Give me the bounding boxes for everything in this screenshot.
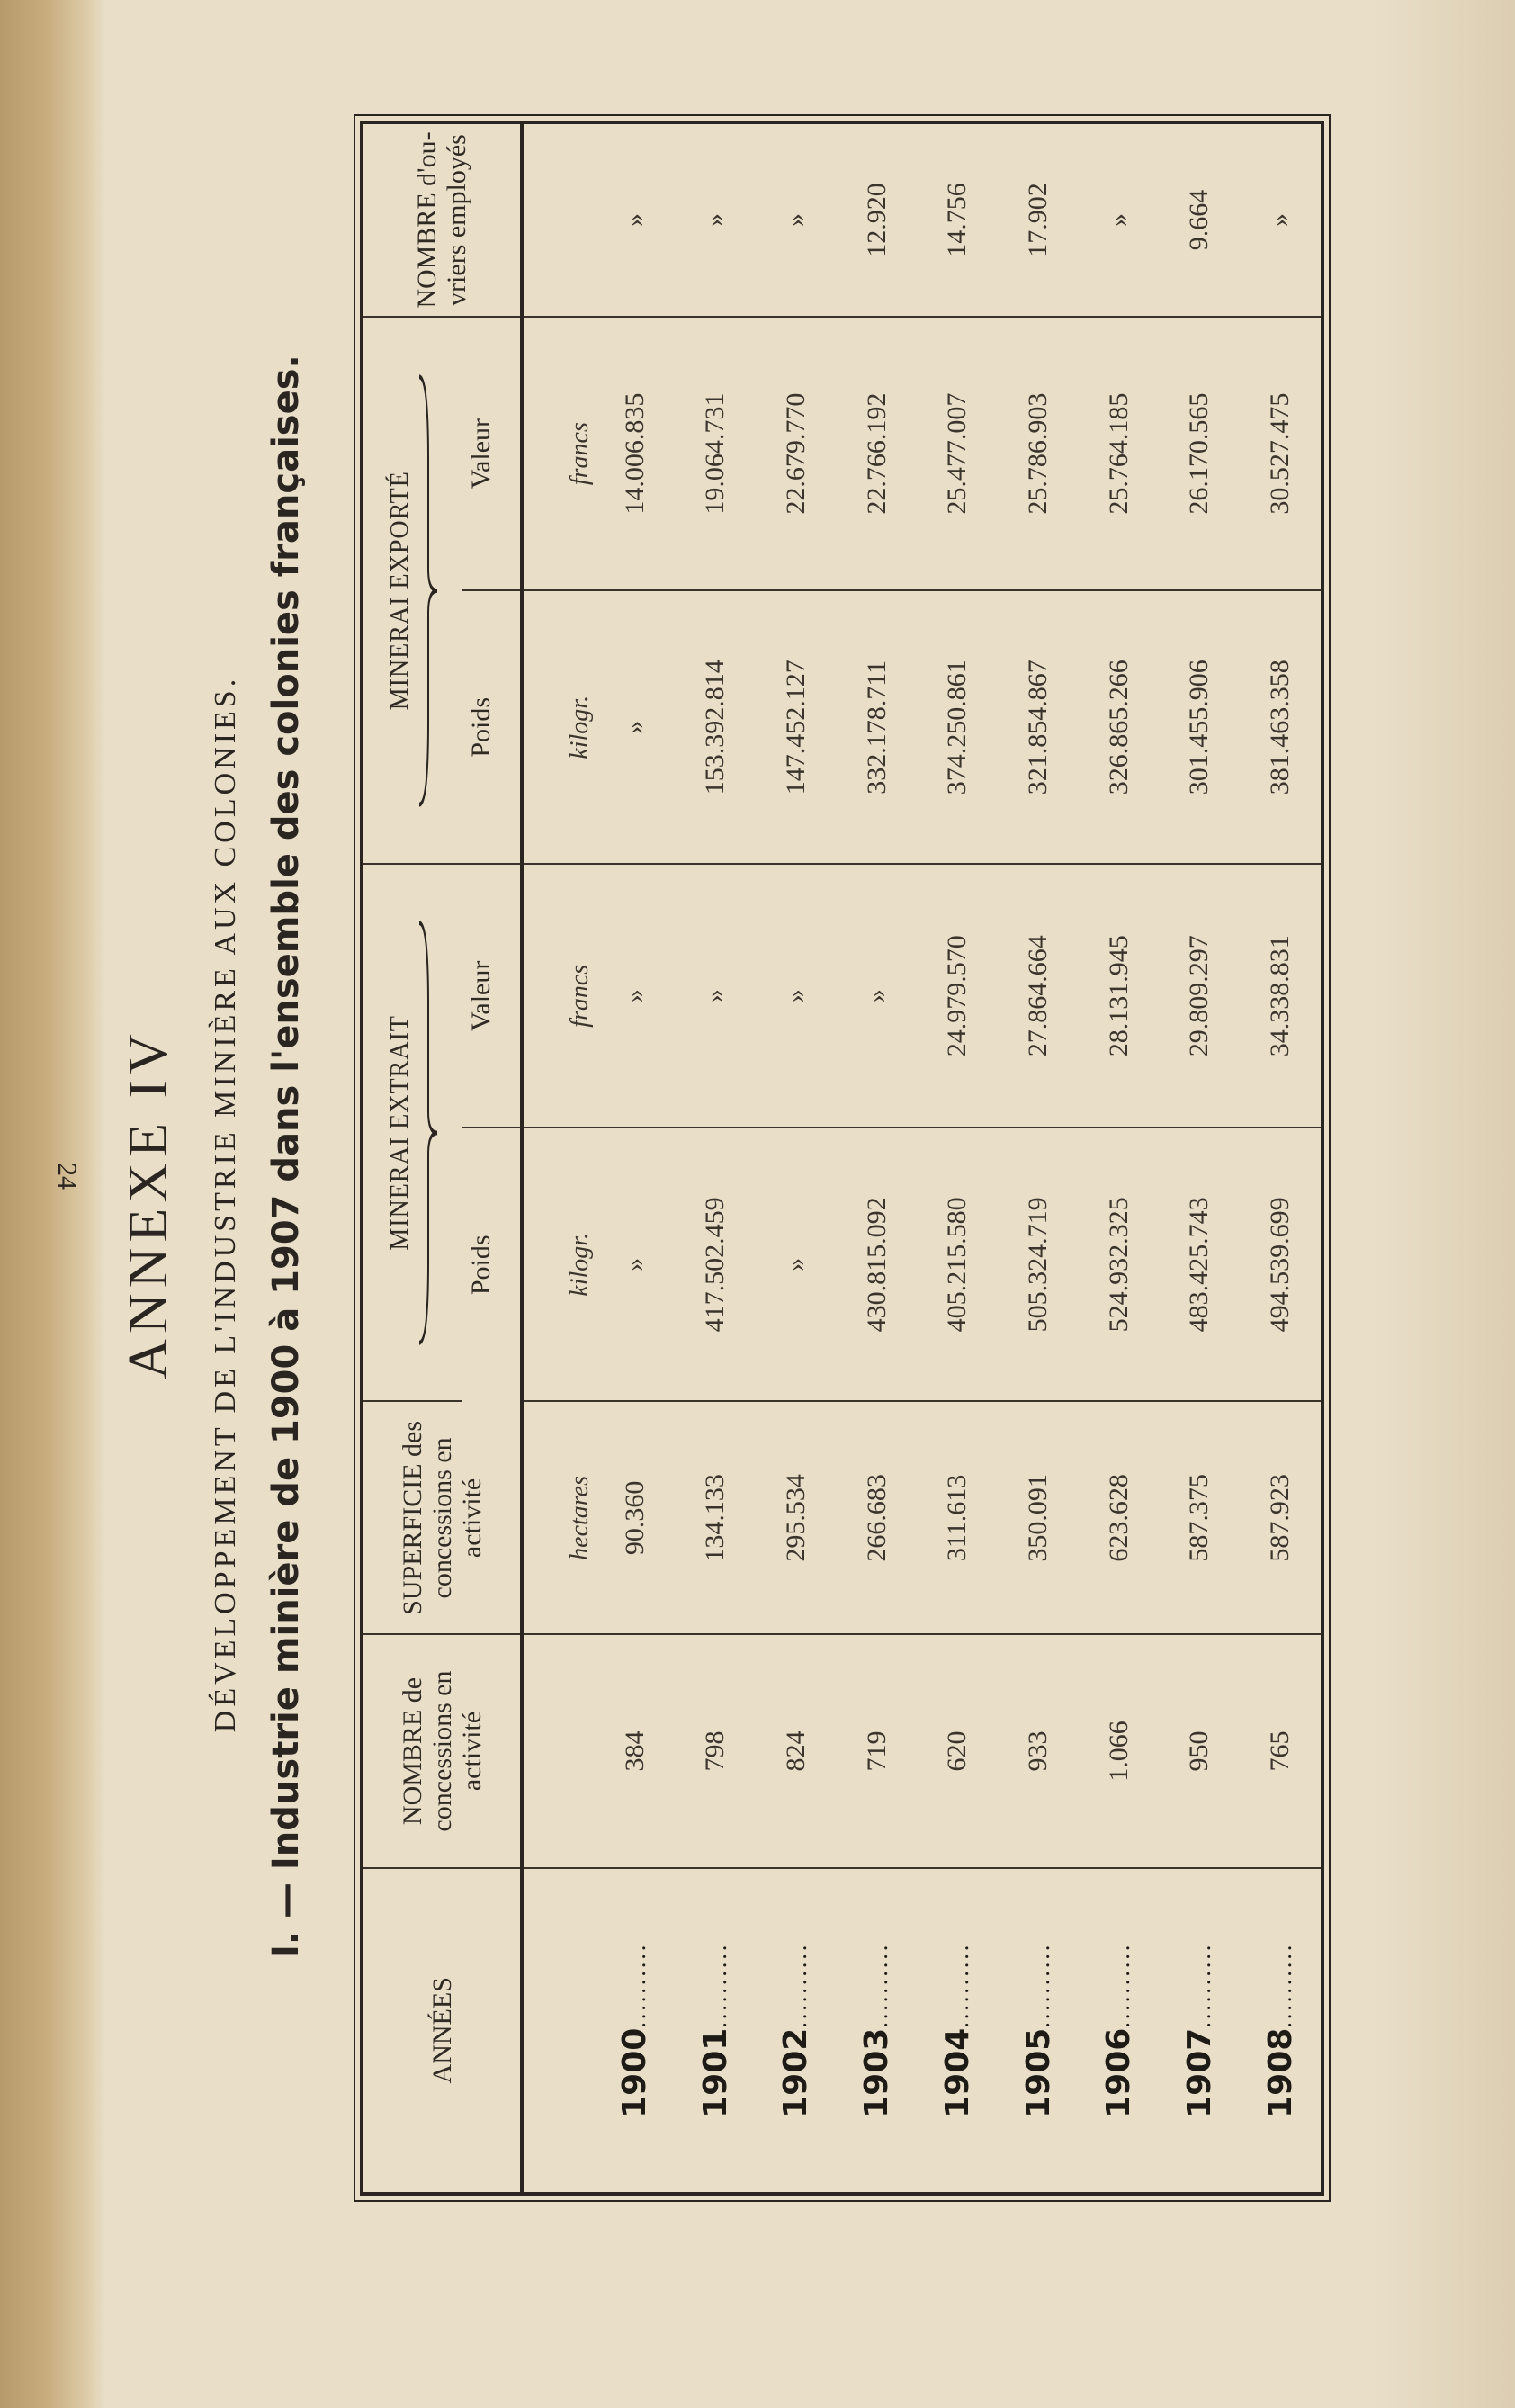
cell-exporte-valeur: 25.786.903 <box>998 317 1079 590</box>
leader-dots: .......... <box>946 1942 973 2028</box>
table-row <box>1160 124 1241 2192</box>
cell-exporte-poids: 321.854.867 <box>998 590 1079 864</box>
brace-icon <box>417 919 439 1347</box>
year-label: 1900 <box>616 2027 654 2118</box>
cell-concessions: 620 <box>917 1634 998 1867</box>
year-label: 1908 <box>1261 2027 1299 2118</box>
unit-exporte-poids: kilogr. <box>522 590 595 864</box>
cell-ouvriers: 9.664 <box>1160 124 1241 317</box>
cell-annee <box>756 1868 837 2192</box>
cell-annee <box>837 1868 918 2192</box>
table-row <box>675 124 756 2192</box>
cell-exporte-poids: 326.865.266 <box>1079 590 1160 864</box>
page-subtitle: DÉVELOPPEMENT DE L'INDUSTRIE MINIÈRE AUX COLONIES. <box>209 675 242 1733</box>
cell-extrait-valeur: 28.131.945 <box>1079 864 1160 1128</box>
cell-superficie: 587.375 <box>1160 1401 1241 1634</box>
cell-extrait-poids: 505.324.719 <box>998 1128 1079 1401</box>
cell-extrait-poids: 524.932.325 <box>1079 1128 1160 1401</box>
leader-dots: .......... <box>704 1942 731 2028</box>
cell-exporte-poids: 147.452.127 <box>756 590 837 864</box>
leader-dots: .......... <box>1188 1942 1215 2028</box>
cell-extrait-valeur: 34.338.831 <box>1240 864 1321 1128</box>
year-label: 1905 <box>1019 2027 1057 2118</box>
mining-table <box>363 124 1321 2192</box>
cell-superficie: 295.534 <box>756 1401 837 1634</box>
cell-superficie: 587.923 <box>1240 1401 1321 1634</box>
cell-ouvriers: » <box>595 124 676 317</box>
cell-exporte-poids: » <box>595 590 676 864</box>
header-extrait-poids: Poids <box>462 1128 522 1401</box>
cell-concessions: 384 <box>595 1634 676 1867</box>
header-minerai-extrait <box>363 864 462 1401</box>
cell-extrait-poids: 417.502.459 <box>675 1128 756 1401</box>
page-number: 24 <box>52 1163 82 1190</box>
cell-exporte-poids: 301.455.906 <box>1160 590 1241 864</box>
cell-superficie: 350.091 <box>998 1401 1079 1634</box>
units-row <box>522 124 595 2192</box>
cell-concessions: 719 <box>837 1634 918 1867</box>
cell-annee <box>917 1868 998 2192</box>
header-minerai-exporte <box>363 317 462 864</box>
cell-exporte-valeur: 19.064.731 <box>675 317 756 590</box>
cell-annee <box>1160 1868 1241 2192</box>
year-label: 1902 <box>777 2027 815 2118</box>
table-body <box>522 124 1321 2192</box>
cell-exporte-valeur: 14.006.835 <box>595 317 676 590</box>
table-row <box>998 124 1079 2192</box>
cell-concessions: 765 <box>1240 1634 1321 1867</box>
cell-superficie: 623.628 <box>1079 1401 1160 1634</box>
cell-annee <box>1079 1868 1160 2192</box>
cell-exporte-poids: 332.178.711 <box>837 590 918 864</box>
year-label: 1903 <box>858 2027 896 2118</box>
table-row <box>917 124 998 2192</box>
cell-ouvriers: » <box>1079 124 1160 317</box>
cell-extrait-valeur: » <box>756 864 837 1128</box>
unit-cell-empty <box>522 1868 595 2192</box>
table-row <box>837 124 918 2192</box>
cell-concessions: 824 <box>756 1634 837 1867</box>
year-label: 1907 <box>1180 2027 1218 2118</box>
cell-exporte-valeur: 25.764.185 <box>1079 317 1160 590</box>
cell-exporte-valeur: 22.679.770 <box>756 317 837 590</box>
unit-superficie: hectares <box>522 1401 595 1634</box>
cell-extrait-poids: 483.425.743 <box>1160 1128 1241 1401</box>
cell-exporte-poids: 381.463.358 <box>1240 590 1321 864</box>
header-ouvriers: NOMBRE d'ou-vriers employés <box>363 124 522 317</box>
cell-ouvriers: 12.920 <box>837 124 918 317</box>
cell-concessions: 1.066 <box>1079 1634 1160 1867</box>
cell-extrait-poids: 494.539.699 <box>1240 1128 1321 1401</box>
header-extrait-valeur: Valeur <box>462 864 522 1128</box>
leader-dots: .......... <box>624 1942 651 2028</box>
cell-extrait-poids: 430.815.092 <box>837 1128 918 1401</box>
table-row <box>1079 124 1160 2192</box>
year-label: 1904 <box>938 2027 976 2118</box>
header-concessions: NOMBRE de concessions en activité <box>363 1634 522 1867</box>
header-exporte-valeur: Valeur <box>462 317 522 590</box>
cell-exporte-valeur: 26.170.565 <box>1160 317 1241 590</box>
cell-annee <box>595 1868 676 2192</box>
unit-cell-empty <box>522 1634 595 1867</box>
header-annees: ANNÉES <box>363 1868 522 2192</box>
unit-exporte-valeur: francs <box>522 317 595 590</box>
header-minerai-exporte-label: MINERAI EXPORTÉ <box>385 471 414 711</box>
cell-ouvriers: » <box>1240 124 1321 317</box>
brace-icon <box>417 373 439 809</box>
cell-exporte-poids: 153.392.814 <box>675 590 756 864</box>
leader-dots: .......... <box>1108 1942 1135 2028</box>
cell-superficie: 266.683 <box>837 1401 918 1634</box>
cell-concessions: 933 <box>998 1634 1079 1867</box>
cell-ouvriers: » <box>675 124 756 317</box>
table-row <box>1240 124 1321 2192</box>
leader-dots: .......... <box>1269 1942 1296 2028</box>
cell-exporte-valeur: 25.477.007 <box>917 317 998 590</box>
cell-ouvriers: 14.756 <box>917 124 998 317</box>
cell-annee <box>1240 1868 1321 2192</box>
header-exporte-poids: Poids <box>462 590 522 864</box>
cell-extrait-valeur: 29.809.297 <box>1160 864 1241 1128</box>
cell-concessions: 798 <box>675 1634 756 1867</box>
cell-extrait-valeur: 27.864.664 <box>998 864 1079 1128</box>
cell-superficie: 311.613 <box>917 1401 998 1634</box>
cell-concessions: 950 <box>1160 1634 1241 1867</box>
page-title: ANNEXE IV <box>118 1029 179 1379</box>
cell-extrait-valeur: » <box>595 864 676 1128</box>
header-superficie: SUPERFICIE des concessions en activité <box>363 1401 522 1634</box>
cell-superficie: 90.360 <box>595 1401 676 1634</box>
cell-exporte-valeur: 30.527.475 <box>1240 317 1321 590</box>
cell-extrait-poids: » <box>595 1128 676 1401</box>
cell-extrait-valeur: » <box>837 864 918 1128</box>
cell-ouvriers: 17.902 <box>998 124 1079 317</box>
cell-exporte-valeur: 22.766.192 <box>837 317 918 590</box>
cell-ouvriers: » <box>756 124 837 317</box>
cell-extrait-poids: 405.215.580 <box>917 1128 998 1401</box>
leader-dots: .......... <box>785 1942 812 2028</box>
leader-dots: .......... <box>866 1942 893 2028</box>
unit-extrait-valeur: francs <box>522 864 595 1128</box>
year-label: 1906 <box>1100 2027 1138 2118</box>
section-title: I. — Industrie minière de 1900 à 1907 dans l'ensemble des colonies françaises. <box>265 355 307 1958</box>
unit-cell-empty <box>522 124 595 317</box>
cell-annee <box>998 1868 1079 2192</box>
cell-extrait-poids: » <box>756 1128 837 1401</box>
table-row <box>756 124 837 2192</box>
unit-extrait-poids: kilogr. <box>522 1128 595 1401</box>
year-label: 1901 <box>696 2027 734 2118</box>
mining-table-frame <box>360 121 1324 2196</box>
cell-extrait-valeur: » <box>675 864 756 1128</box>
header-minerai-extrait-label: MINERAI EXTRAIT <box>385 1015 414 1251</box>
table-row <box>595 124 676 2192</box>
cell-exporte-poids: 374.250.861 <box>917 590 998 864</box>
leader-dots: .......... <box>1027 1942 1054 2028</box>
cell-annee <box>675 1868 756 2192</box>
cell-extrait-valeur: 24.979.570 <box>917 864 998 1128</box>
cell-superficie: 134.133 <box>675 1401 756 1634</box>
